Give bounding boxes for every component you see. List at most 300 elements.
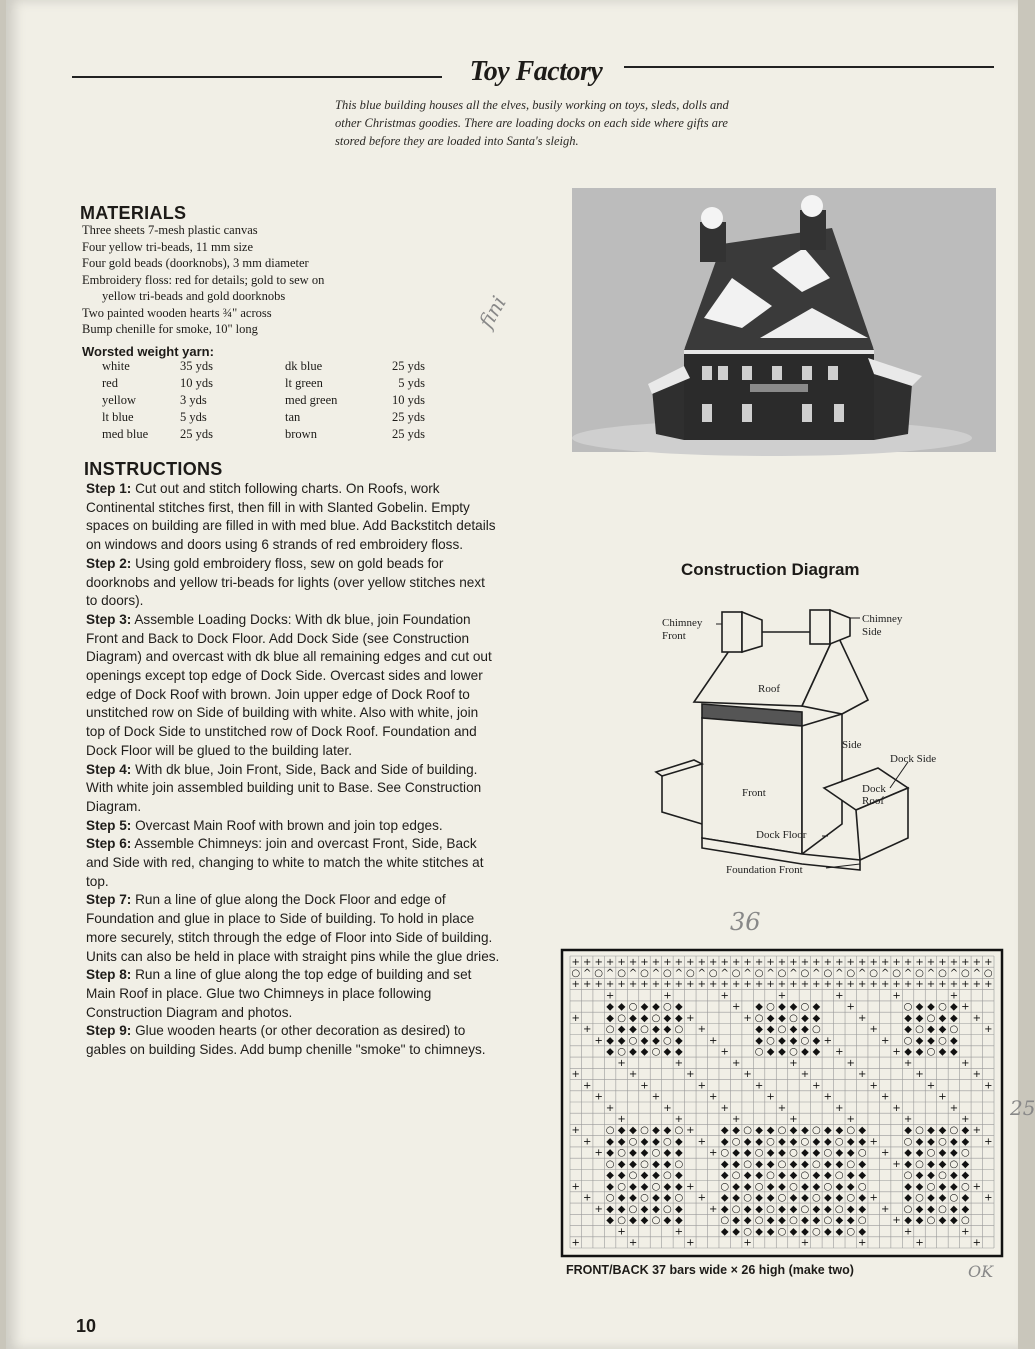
stitch-symbol: ◆ (629, 1215, 637, 1227)
stitch-symbol: + (709, 956, 718, 968)
stitch-symbol: ◆ (652, 1170, 660, 1182)
stitch-symbol: + (892, 1046, 901, 1058)
stitch-symbol: ◆ (640, 1136, 649, 1148)
stitch-symbol: + (880, 979, 890, 991)
yarn-amount: 35 yds (180, 359, 213, 373)
stitch-symbol: ○ (628, 1203, 638, 1215)
stitch-symbol: ○ (605, 1192, 615, 1204)
yarn-color: med blue (102, 427, 149, 441)
stitch-symbol: + (903, 1113, 913, 1125)
step-label: Step 2: (86, 555, 132, 571)
stitch-symbol: ◆ (950, 1012, 958, 1024)
step-text: Overcast Main Roof with brown and join top edges. (131, 817, 443, 833)
stitch-symbol: ◆ (846, 1181, 855, 1193)
stitch-symbol: ◆ (617, 1125, 626, 1137)
stitch-symbol: ○ (869, 967, 879, 979)
stitch-symbol: ^ (903, 967, 913, 979)
step-text: Run a line of glue along the top edge of building and set Main Roof in place. Glue two Chimneys in place following Construction Diagram and photos. (86, 967, 472, 1020)
stitch-symbol: ○ (823, 1147, 833, 1159)
stitch-symbol: ◆ (663, 1046, 672, 1058)
stitch-symbol: ◆ (823, 1125, 832, 1137)
materials-item: Three sheets 7-mesh plastic canvas (82, 223, 258, 237)
step-label: Step 3: (86, 611, 132, 627)
title-rule-right (624, 66, 994, 68)
stitch-symbol: + (731, 956, 741, 968)
stitch-symbol: ◆ (606, 1012, 614, 1024)
stitch-symbol: + (651, 956, 661, 968)
stitch-symbol: ◆ (938, 1125, 947, 1137)
stitch-symbol: + (903, 979, 913, 991)
stitch-symbol: ◆ (846, 1215, 855, 1227)
stitch-symbol: ^ (720, 967, 729, 979)
yarn-row (102, 358, 425, 375)
stitch-symbol: ◆ (766, 1012, 775, 1024)
stitch-symbol: + (743, 1012, 752, 1024)
stitch-symbol: ○ (903, 1035, 913, 1047)
stitch-symbol: ○ (857, 1147, 867, 1159)
stitch-symbol: ◆ (732, 1181, 741, 1193)
stitch-symbol: + (582, 956, 592, 968)
stitch-symbol: ○ (766, 1136, 775, 1148)
stitch-symbol: + (892, 1158, 901, 1170)
stitch-symbol: ○ (766, 1035, 775, 1047)
intro-text: This blue building houses all the elves, busily working on toys, sleds, dolls and other Christmas goodies. There are loading docks on each side where gifts are stored before they are loaded into Santa's sleigh. (335, 98, 729, 148)
stitch-symbol: ◆ (675, 1136, 683, 1148)
instruction-step (86, 1022, 500, 1059)
label-chimney-front-1: Chimney (662, 617, 703, 629)
stitch-symbol: ○ (823, 967, 833, 979)
stitch-symbol: ○ (777, 1158, 787, 1170)
stitch-symbol: + (846, 979, 855, 991)
stitch-symbol: ◆ (720, 1170, 729, 1182)
stitch-symbol: + (640, 1080, 649, 1092)
stitch-symbol: ◆ (789, 1125, 798, 1137)
stitch-symbol: + (777, 979, 787, 991)
stitch-symbol: + (571, 1237, 580, 1249)
stitch-symbol: ◆ (629, 1125, 637, 1137)
stitch-symbol: ○ (800, 1035, 810, 1047)
stitch-symbol: + (766, 979, 775, 991)
step-label: Step 8: (86, 967, 132, 983)
magazine-page (6, 0, 1035, 1349)
stitch-symbol: + (709, 1035, 718, 1047)
stitch-symbol: ○ (640, 967, 649, 979)
stitch-symbol: + (869, 1024, 878, 1036)
stitch-symbol: + (961, 1226, 970, 1238)
stitch-symbol: ◆ (652, 1024, 660, 1036)
stitch-symbol: ◆ (823, 1136, 832, 1148)
stitch-symbol: + (720, 1102, 729, 1114)
step-text: With dk blue, Join Front, Side, Back and Side of building. With white join assembled building unit to Base. See Construction Diagram. (86, 761, 482, 814)
stitch-symbol: ○ (789, 1181, 798, 1193)
stitch-symbol: ○ (857, 1181, 867, 1193)
stitch-symbol: ○ (663, 967, 672, 979)
stitch-symbol: ○ (926, 1147, 936, 1159)
stitch-symbol: + (846, 956, 855, 968)
stitch-symbol: ○ (812, 1226, 821, 1238)
stitch-symbol: ○ (812, 1158, 821, 1170)
step-label: Step 6: (86, 836, 132, 852)
label-chimney-front-2: Front (662, 630, 686, 642)
label-chimney-side-2: Side (862, 626, 882, 638)
stitch-symbol: ◆ (720, 1192, 729, 1204)
stitch-symbol: ◆ (915, 1181, 924, 1193)
stitch-symbol: ○ (731, 1203, 741, 1215)
stitch-symbol: + (674, 979, 684, 991)
stitch-symbol: ◆ (950, 1215, 958, 1227)
stitch-symbol: + (823, 956, 833, 968)
stitch-symbol: ◆ (846, 1147, 855, 1159)
stitch-symbol: ○ (846, 1226, 856, 1238)
stitch-symbol: + (880, 1035, 890, 1047)
stitch-symbol: + (582, 979, 592, 991)
stitch-symbol: ◆ (950, 1035, 958, 1047)
stitch-symbol: ◆ (801, 1024, 809, 1036)
stitch-symbol: + (972, 1237, 982, 1249)
yarn-color: yellow (102, 393, 137, 407)
stitch-symbol: ◆ (938, 1181, 947, 1193)
stitch-symbol: ◆ (950, 1181, 958, 1193)
stitch-symbol: ○ (926, 1046, 936, 1058)
stitch-symbol: ◆ (858, 1203, 867, 1215)
stitch-symbol: ○ (938, 1203, 947, 1215)
stitch-symbol: + (686, 1125, 695, 1137)
stitch-symbol: + (880, 1147, 890, 1159)
stitch-chart (562, 950, 1004, 1260)
stitch-symbol: ◆ (652, 1125, 660, 1137)
label-chimney-side-1: Chimney (862, 613, 903, 625)
stitch-symbol: ◆ (663, 1024, 672, 1036)
stitch-symbol: + (972, 979, 982, 991)
stitch-symbol: ◆ (720, 1125, 729, 1137)
yarn-amount: 25 yds (392, 427, 425, 441)
stitch-symbol: + (571, 1069, 580, 1081)
stitch-symbol: ○ (777, 1192, 787, 1204)
stitch-symbol: ○ (777, 967, 787, 979)
handwritten-ok: OK (968, 1262, 994, 1281)
materials-item: Two painted wooden hearts ¾" across (82, 305, 272, 320)
stitch-symbol: + (835, 1046, 844, 1058)
instructions-heading: INSTRUCTIONS (84, 459, 223, 479)
stitch-symbol: ^ (858, 967, 867, 979)
stitch-symbol: + (892, 1215, 901, 1227)
stitch-symbol: ^ (766, 967, 775, 979)
stitch-symbol: + (961, 979, 970, 991)
materials-item: Four gold beads (doorknobs), 3 mm diameter (82, 256, 309, 270)
stitch-symbol: + (686, 956, 695, 968)
stitch-symbol: ○ (743, 1192, 752, 1204)
stitch-symbol: + (892, 956, 901, 968)
stitch-symbol: ○ (640, 1158, 649, 1170)
stitch-symbol: ○ (674, 1192, 684, 1204)
stitch-symbol: ◆ (766, 1192, 775, 1204)
stitch-symbol: ◆ (812, 1046, 821, 1058)
yarn-table (102, 358, 425, 443)
stitch-symbol: ◆ (606, 1046, 614, 1058)
stitch-symbol: + (984, 1080, 993, 1092)
stitch-symbol: ◆ (812, 1001, 821, 1013)
stitch-symbol: ◆ (904, 1192, 912, 1204)
stitch-symbol: ◆ (617, 1024, 626, 1036)
stitch-symbol: + (846, 1113, 855, 1125)
instruction-step (86, 817, 500, 836)
stitch-symbol: ◆ (778, 1181, 786, 1193)
stitch-symbol: ○ (789, 1046, 798, 1058)
stitch-symbol: ○ (903, 1170, 913, 1182)
stitch-symbol: ◆ (778, 1001, 786, 1013)
stitch-symbol: + (938, 1091, 947, 1103)
stitch-symbol: ^ (835, 967, 844, 979)
stitch-symbol: ◆ (606, 1035, 614, 1047)
stitch-symbol: + (949, 1102, 959, 1114)
stitch-symbol: ◆ (823, 1226, 832, 1238)
stitch-symbol: ◆ (915, 1147, 924, 1159)
stitch-symbol: ◆ (778, 1215, 786, 1227)
stitch-symbol: + (812, 956, 821, 968)
stitch-symbol: ○ (777, 1226, 787, 1238)
stitch-symbol: ◆ (812, 1215, 821, 1227)
stitch-symbol: + (835, 979, 844, 991)
diagram-title: Construction Diagram (681, 560, 860, 579)
yarn-row (102, 409, 425, 426)
stitch-symbol: ○ (617, 1046, 626, 1058)
stitch-symbol: ◆ (915, 1215, 924, 1227)
stitch-symbol: ◆ (606, 1136, 614, 1148)
stitch-symbol: ◆ (617, 1192, 626, 1204)
step-text: Assemble Chimneys: join and overcast Front, Side, Back and Side with red, changing to white to match the white stitches at top. (86, 836, 484, 889)
stitch-symbol: ◆ (938, 1024, 947, 1036)
stitch-symbol: + (903, 1057, 913, 1069)
stitch-symbol: + (605, 956, 615, 968)
stitch-symbol: ◆ (789, 1158, 798, 1170)
stitch-symbol: + (812, 979, 821, 991)
stitch-symbol: ◆ (675, 1181, 683, 1193)
stitch-symbol: + (961, 956, 970, 968)
stitch-symbol: + (880, 1203, 890, 1215)
stitch-symbol: + (926, 956, 936, 968)
stitch-symbol: ○ (789, 1012, 798, 1024)
stitch-symbol: ◆ (617, 1170, 626, 1182)
stitch-symbol: + (731, 1113, 741, 1125)
stitch-symbol: + (800, 1237, 810, 1249)
stitch-symbol: + (709, 979, 718, 991)
stitch-symbol: ◆ (835, 1226, 844, 1238)
yarn-color: tan (285, 410, 301, 424)
stitch-symbol: ◆ (858, 1125, 867, 1137)
stitch-symbol: ◆ (755, 1226, 763, 1238)
stitch-symbol: ◆ (732, 1226, 741, 1238)
stitch-symbol: ◆ (663, 1215, 672, 1227)
instruction-step (86, 761, 500, 817)
stitch-symbol: ^ (972, 967, 982, 979)
stitch-symbol: ◆ (617, 1203, 626, 1215)
stitch-symbol: ◆ (812, 1170, 821, 1182)
stitch-symbol: ○ (674, 1024, 684, 1036)
stitch-symbol: + (846, 1057, 855, 1069)
stitch-symbol: + (972, 956, 982, 968)
materials-item: Four yellow tri-beads, 11 mm size (82, 239, 254, 254)
stitch-symbol: ◆ (652, 1192, 660, 1204)
instruction-step (86, 835, 500, 891)
label-dock-roof-2: Roof (862, 795, 884, 807)
stitch-symbol: ◆ (961, 1125, 970, 1137)
stitch-symbol: + (823, 1035, 833, 1047)
stitch-symbol: + (972, 1012, 982, 1024)
stitch-symbol: ○ (915, 1192, 924, 1204)
stitch-symbol: ◆ (904, 1024, 912, 1036)
stitch-symbol: ○ (594, 967, 604, 979)
stitch-symbol: + (800, 979, 810, 991)
stitch-symbol: ○ (846, 1158, 856, 1170)
stitch-symbol: ○ (938, 1170, 947, 1182)
stitch-symbol: + (892, 1102, 901, 1114)
stitch-symbol: ◆ (801, 1046, 809, 1058)
stitch-symbol: ◆ (778, 1136, 786, 1148)
stitch-symbol: ○ (651, 1147, 661, 1159)
page-number: 10 (76, 1316, 97, 1336)
stitch-symbol: ◆ (801, 1226, 809, 1238)
stitch-symbol: ◆ (950, 1203, 958, 1215)
stitch-symbol: + (686, 1237, 695, 1249)
stitch-symbol: ◆ (915, 1001, 924, 1013)
stitch-symbol: ◆ (927, 1125, 935, 1137)
stitch-symbol: ◆ (629, 1147, 637, 1159)
stitch-symbol: ◆ (629, 1012, 637, 1024)
stitch-symbol: ○ (938, 1001, 947, 1013)
stitch-symbol: ○ (915, 1125, 924, 1137)
stitch-symbol: ◆ (835, 1192, 844, 1204)
stitch-symbol: ○ (800, 1203, 810, 1215)
stitch-symbol: ◆ (766, 1181, 775, 1193)
step-text: Cut out and stitch following charts. On Roofs, work Continental stitches first, then fill in with Slanted Gobelin. Empty spaces on building are filled in with med blue. Add Backstitch details on windows and doors using 6 strands of red embroidery floss. (86, 481, 496, 553)
stitch-symbol: ◆ (663, 1147, 672, 1159)
stitch-symbol: + (823, 1091, 833, 1103)
stitch-symbol: ○ (628, 1170, 638, 1182)
stitch-symbol: ◆ (915, 1203, 924, 1215)
stitch-symbol: ◆ (720, 1226, 729, 1238)
stitch-symbol: ◆ (812, 1203, 821, 1215)
stitch-symbol: + (720, 990, 729, 1002)
label-dock-side: Dock Side (890, 753, 937, 765)
stitch-symbol: ○ (926, 1012, 936, 1024)
stitch-symbol: + (628, 1069, 638, 1081)
stitch-symbol: ◆ (629, 1192, 637, 1204)
stitch-symbol: ◆ (950, 1147, 958, 1159)
stitch-symbol: + (777, 956, 787, 968)
stitch-symbol: + (582, 1136, 592, 1148)
stitch-symbol: ○ (903, 1136, 913, 1148)
stitch-symbol: ◆ (766, 1046, 775, 1058)
stitch-symbol: + (858, 1069, 867, 1081)
yarn-amount: 5 yds (180, 410, 207, 424)
stitch-symbol: ◆ (675, 1035, 683, 1047)
stitch-symbol: ◆ (915, 1170, 924, 1182)
stitch-symbol: ◆ (617, 1001, 626, 1013)
stitch-symbol: ◆ (732, 1125, 741, 1137)
stitch-symbol: ○ (640, 1125, 649, 1137)
stitch-symbol: + (972, 1125, 982, 1137)
stitch-symbol: ◆ (606, 1001, 614, 1013)
stitch-symbol: ◆ (812, 1012, 821, 1024)
stitch-symbol: ○ (617, 1215, 626, 1227)
toy-factory-photo (572, 188, 996, 452)
stitch-symbol: ○ (846, 1125, 856, 1137)
stitch-symbol: + (571, 1125, 580, 1137)
stitch-symbol: ○ (903, 1203, 913, 1215)
stitch-symbol: ◆ (835, 1147, 844, 1159)
stitch-symbol: ○ (640, 1192, 649, 1204)
stitch-symbol: ◆ (835, 1181, 844, 1193)
stitch-symbol: ○ (823, 1181, 833, 1193)
stitch-symbol: ○ (663, 1001, 672, 1013)
stitch-symbol: ○ (663, 1203, 672, 1215)
stitch-symbol: ○ (743, 1158, 752, 1170)
stitch-symbol: ○ (708, 967, 718, 979)
label-dock-roof-1: Dock (862, 783, 886, 795)
stitch-symbol: ○ (766, 1170, 775, 1182)
instruction-step (86, 891, 500, 966)
stitch-symbol: ○ (857, 1215, 867, 1227)
stitch-symbol: ○ (949, 1158, 959, 1170)
stitch-symbol: + (720, 956, 729, 968)
stitch-symbol: ◆ (961, 1158, 970, 1170)
stitch-symbol: + (869, 979, 878, 991)
stitch-symbol: ◆ (675, 1046, 683, 1058)
stitch-symbol: ◆ (904, 1012, 912, 1024)
stitch-symbol: ◆ (629, 1046, 637, 1058)
instruction-step (86, 480, 500, 555)
stitch-symbol: ◆ (823, 1170, 832, 1182)
stitch-symbol: ◆ (617, 1136, 626, 1148)
stitch-symbol: + (674, 1226, 684, 1238)
stitch-symbol: ○ (846, 1192, 856, 1204)
stitch-symbol: + (766, 1091, 775, 1103)
yarn-amount: 25 yds (180, 427, 213, 441)
stitch-symbol: + (628, 979, 638, 991)
label-front: Front (742, 787, 766, 799)
stitch-symbol: + (743, 979, 752, 991)
stitch-symbol: ◆ (835, 1125, 844, 1137)
stitch-symbol: ◆ (778, 1203, 786, 1215)
stitch-symbol: ◆ (801, 1192, 809, 1204)
stitch-symbol: + (903, 1226, 913, 1238)
stitch-symbol: ◆ (904, 1158, 912, 1170)
stitch-symbol: + (582, 1080, 592, 1092)
stitch-symbol: ○ (834, 1203, 844, 1215)
stitch-symbol: ◆ (938, 1158, 947, 1170)
stitch-symbol: ◆ (755, 1170, 763, 1182)
stitch-symbol: ◆ (663, 1192, 672, 1204)
stitch-symbol: + (984, 1192, 993, 1204)
stitch-symbol: + (812, 1080, 821, 1092)
stitch-symbol: + (949, 956, 959, 968)
stitch-symbol: + (800, 1069, 810, 1081)
label-dock-floor: Dock Floor (756, 829, 807, 841)
stitch-symbol: ○ (605, 1125, 615, 1137)
stitch-symbol: + (949, 990, 959, 1002)
stitch-symbol: ◆ (755, 1192, 763, 1204)
stitch-symbol: + (686, 1181, 695, 1193)
stitch-symbol: + (674, 1057, 684, 1069)
stitch-symbol: ◆ (915, 1035, 924, 1047)
stitch-symbol: ◆ (652, 1001, 660, 1013)
stitch-symbol: + (984, 956, 993, 968)
stitch-symbol: ◆ (927, 1192, 935, 1204)
stitch-symbol: + (915, 979, 924, 991)
stitch-symbol: ○ (789, 1215, 798, 1227)
step-label: Step 5: (86, 817, 132, 833)
stitch-symbol: ◆ (755, 1024, 763, 1036)
